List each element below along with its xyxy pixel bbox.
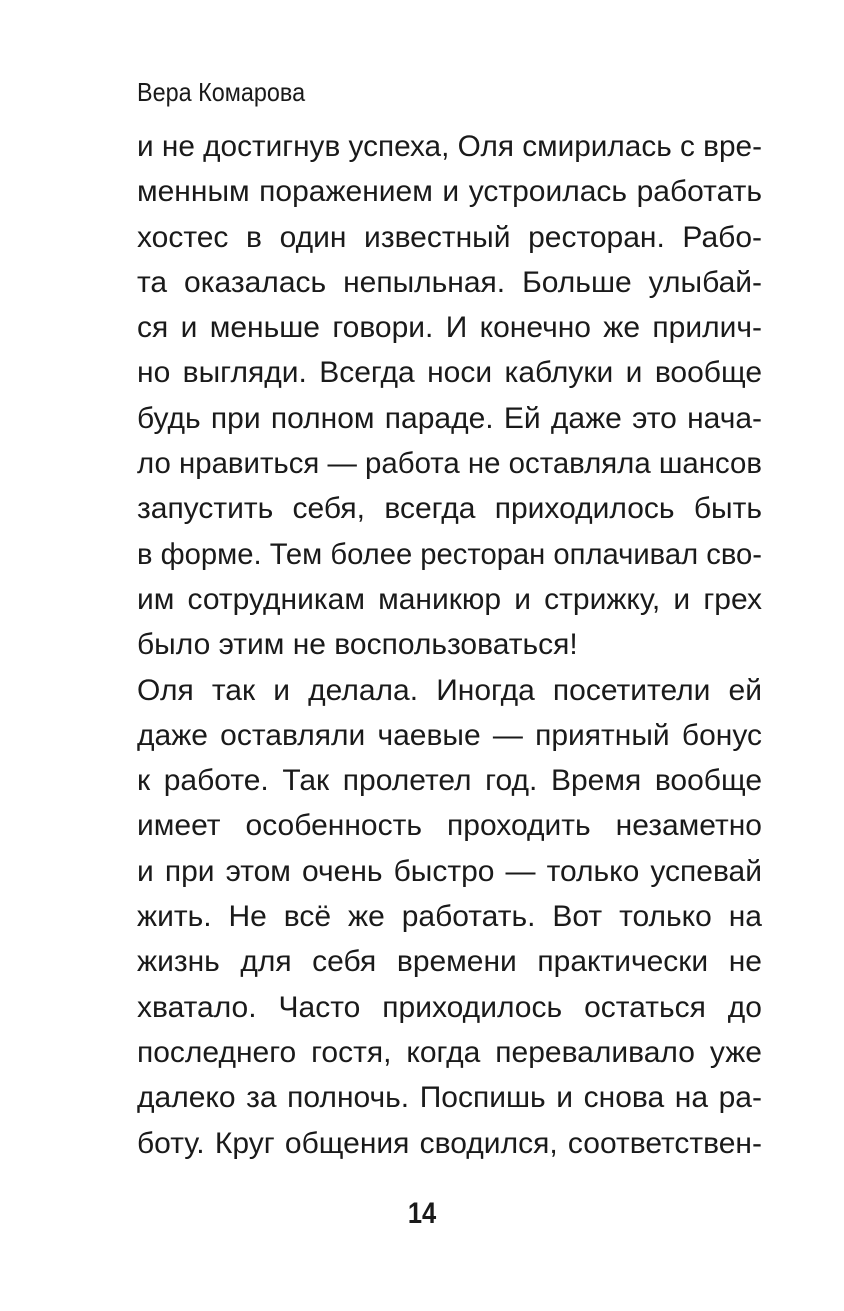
page-number: 14 bbox=[407, 1197, 437, 1230]
text-line: боту. Круг общения сводился, соответствен- bbox=[137, 1126, 762, 1160]
text-line-paragraph-end: было этим не воспользоваться! bbox=[137, 628, 578, 662]
text-line: им сотрудникам маникюр и стрижку, и грех bbox=[137, 582, 762, 616]
text-line: будь при полном параде. Ей даже это нача- bbox=[137, 401, 762, 435]
text-line: жить. Не всё же работать. Вот только на bbox=[137, 900, 762, 934]
text-line: хватало. Часто приходилось остаться до bbox=[137, 990, 762, 1024]
text-line: к работе. Так пролетел год. Время вообще bbox=[137, 764, 762, 798]
text-line: имеет особенность проходить незаметно bbox=[137, 809, 762, 843]
body-text bbox=[137, 124, 762, 1166]
text-line: и не достигнув успеха, Оля смирилась с вре- bbox=[137, 130, 762, 163]
text-line: и при этом очень быстро — только успевай bbox=[137, 854, 762, 888]
running-header-author: Вера Комарова bbox=[137, 77, 306, 107]
text-line: в форме. Тем более ресторан оплачивал сво- bbox=[137, 537, 762, 571]
text-line: но выгляди. Всегда носи каблуки и вообще bbox=[137, 356, 762, 390]
text-line: даже оставляли чаевые — приятный бонус bbox=[137, 718, 762, 752]
text-line: последнего гостя, когда переваливало уже bbox=[137, 1035, 762, 1069]
text-line: жизнь для себя времени практически не bbox=[137, 945, 762, 979]
text-line: запустить себя, всегда приходилось быть bbox=[137, 492, 762, 526]
text-line: ло нравиться — работа не оставляла шансов bbox=[137, 447, 762, 481]
text-line: ся и меньше говори. И конечно же прилич- bbox=[137, 311, 762, 345]
text-line: менным поражением и устроилась работать bbox=[137, 175, 762, 209]
text-line: хостес в один известный ресторан. Рабо- bbox=[137, 220, 762, 254]
text-line: далеко за полночь. Поспишь и снова на ра- bbox=[137, 1081, 762, 1115]
text-line: Оля так и делала. Иногда посетители ей bbox=[137, 673, 762, 707]
text-line: та оказалась непыльная. Больше улыбай- bbox=[137, 265, 762, 299]
